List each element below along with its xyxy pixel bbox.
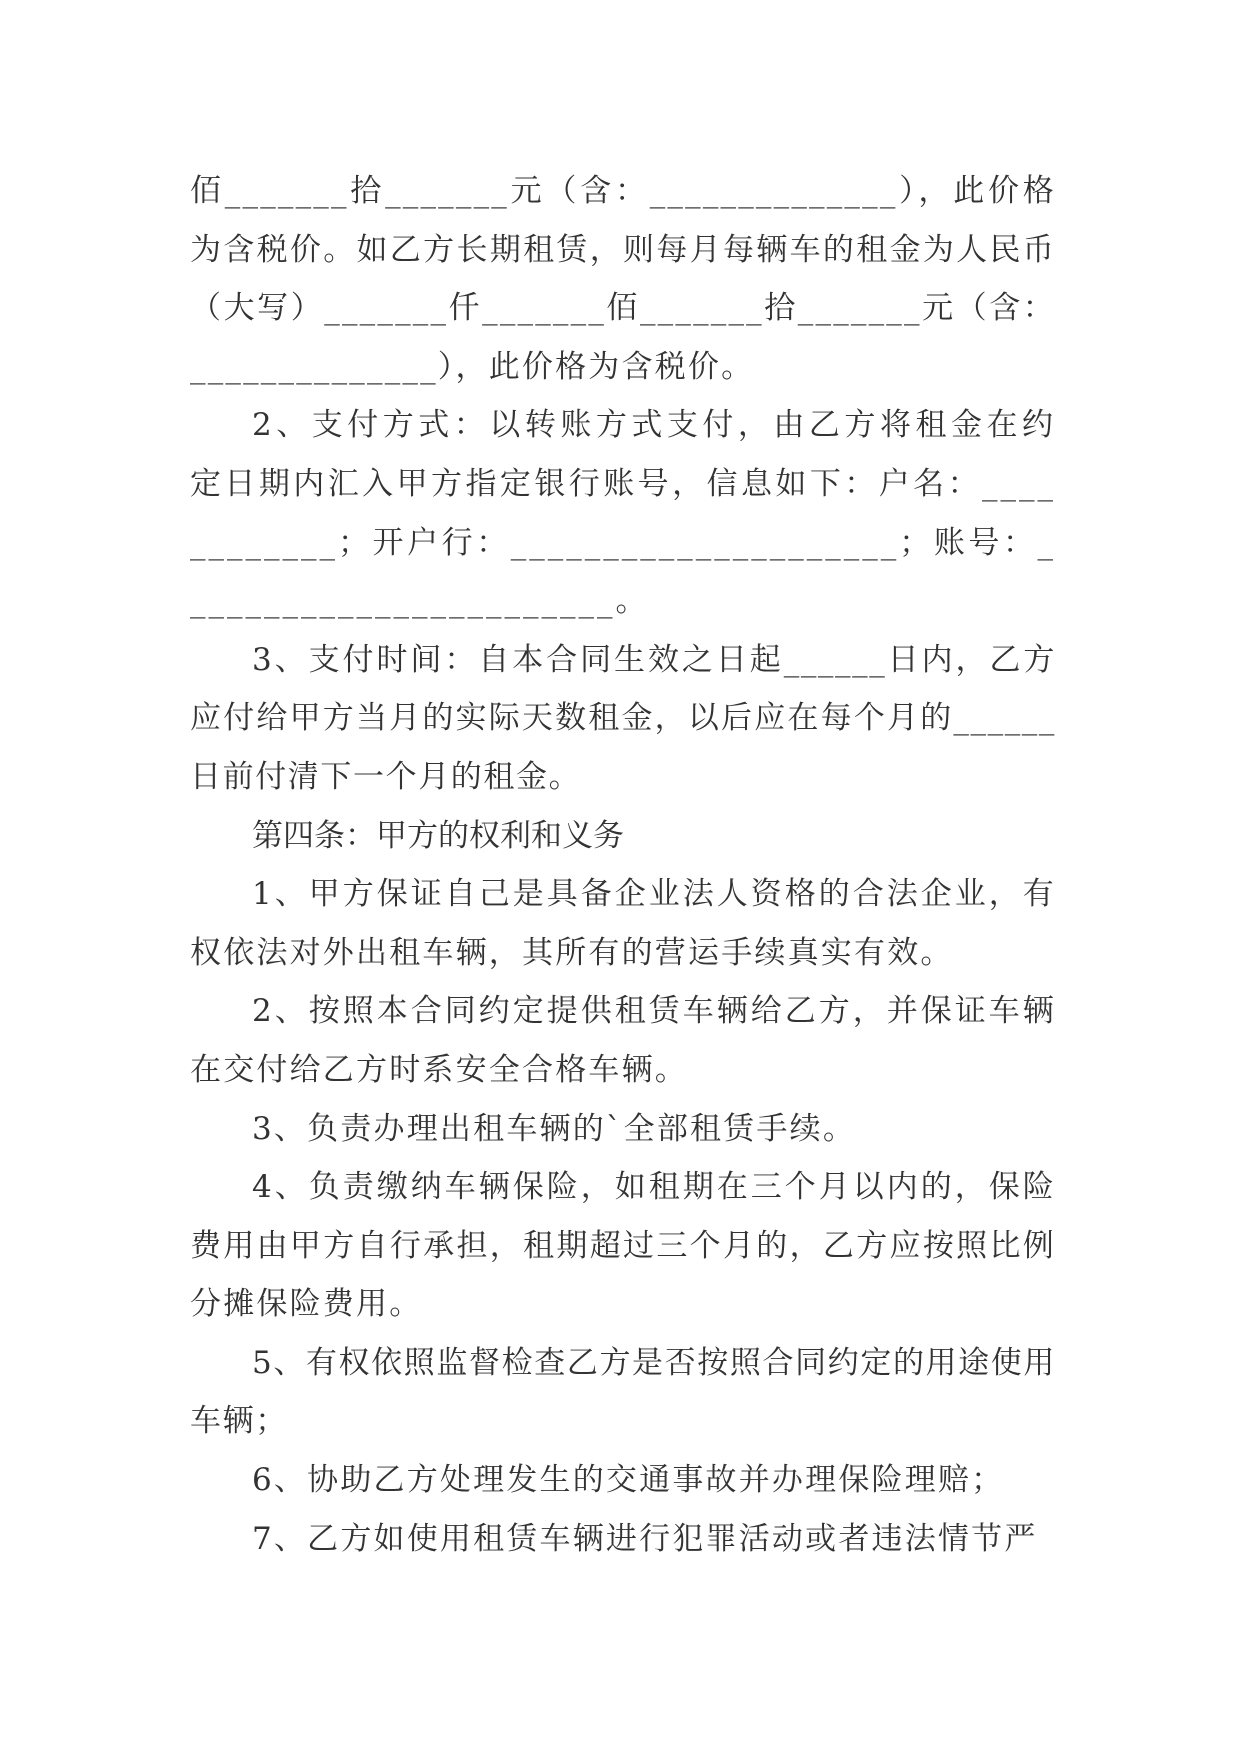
paragraph-illegal-use: 7、乙方如使用租赁车辆进行犯罪活动或者违法情节严 (252, 1520, 1038, 1557)
paragraph-supervision: 5、有权依照监督检查乙方是否按照合同约定的用途使用车辆； (190, 1344, 1056, 1440)
paragraph-lease-procedures: 3、负责办理出租车辆的`全部租赁手续。 (252, 1110, 857, 1147)
paragraph-payment-time: 3、支付时间：自本合同生效之日起______日内，乙方应付给甲方当月的实际天数租金，以后应在每个月的______日前付清下一个月的租金。 (190, 641, 1056, 795)
document-body (190, 162, 1056, 1568)
section-heading-article-4: 第四条：甲方的权利和义务 (252, 817, 624, 854)
paragraph-insurance: 4、负责缴纳车辆保险，如租期在三个月以内的，保险费用由甲方自行承担，租期超过三个月的，乙方应按照比例分摊保险费用。 (190, 1169, 1056, 1323)
paragraph-accident-assistance: 6、协助乙方处理发生的交通事故并办理保险理赔； (252, 1462, 1005, 1499)
paragraph-rent-price: 佰_______拾_______元（含：______________），此价格为含税价。如乙方长期租赁，则每月每辆车的租金为人民币（大写）_______仟_______佰_______拾_______元（含：______________），此价格为含税价。 (190, 173, 1056, 385)
paragraph-lessor-qualification: 1、甲方保证自己是具备企业法人资格的合法企业，有权依法对外出租车辆，其所有的营运手续真实有效。 (190, 876, 1056, 971)
paragraph-provide-vehicle: 2、按照本合同约定提供租赁车辆给乙方，并保证车辆在交付给乙方时系安全合格车辆。 (190, 993, 1056, 1088)
paragraph-payment-method: 2、支付方式：以转账方式支付，由乙方将租金在约定日期内汇入甲方指定银行账号，信息如下：户名：____________；开户行：_____________________；账号：________________________。 (190, 407, 1056, 620)
